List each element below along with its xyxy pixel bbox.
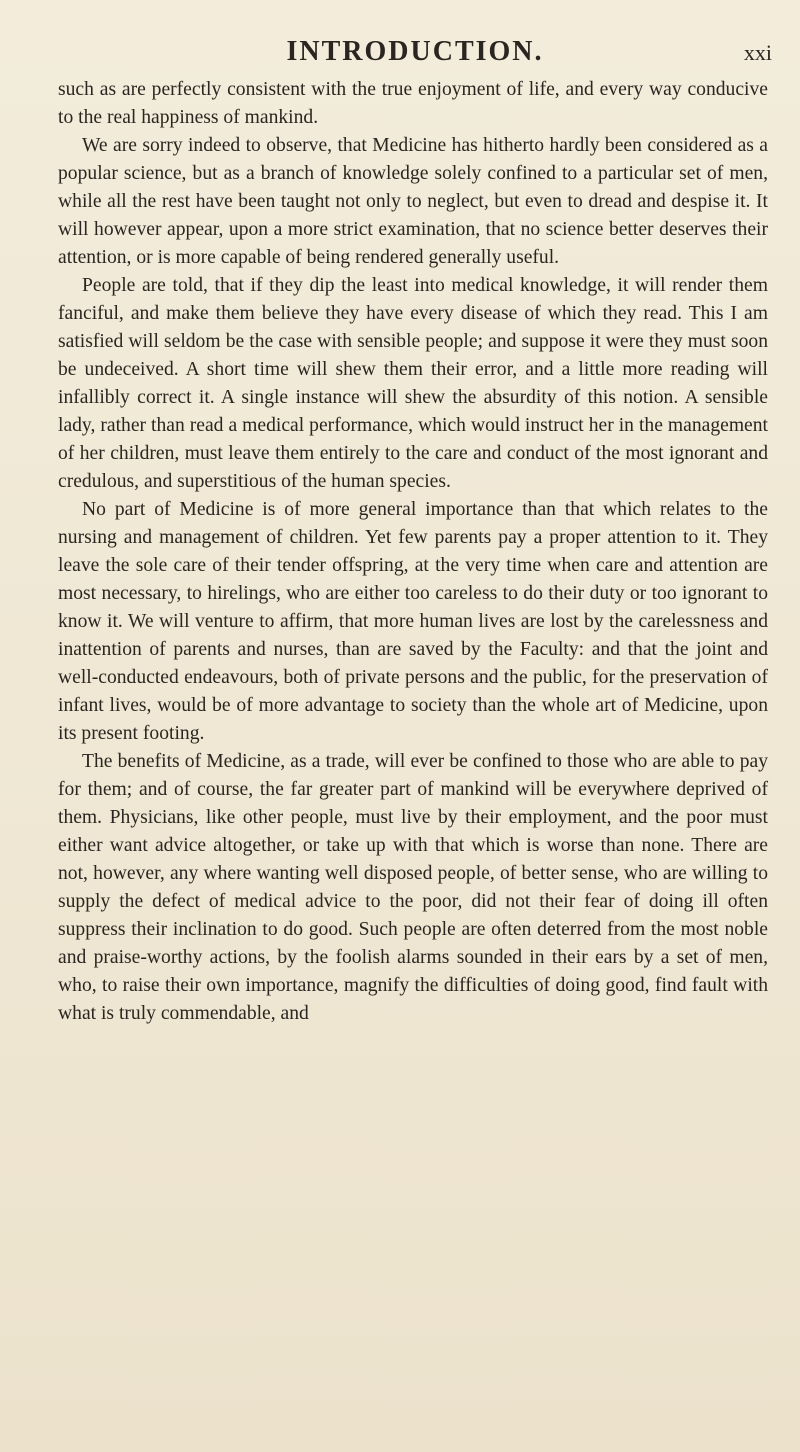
paragraph-1: such as are perfectly consistent with the true enjoyment of life, and every way conducive to the real happiness of mankind. — [58, 79, 768, 128]
paragraph-2: We are sorry indeed to observe, that Medicine has hitherto hardly been considered as a popular science, but as a branch of knowledge solely confined to a particular set of men, while all the rest have been taught not only to neglect, but even to dread and despise it. It will however appear, upon a more strict examination, that no science better deserves their attention, or is more capable of being rendered generally useful. — [58, 135, 768, 268]
paragraph-3: People are told, that if they dip the least into medical knowledge, it will render them fanciful, and make them believe they have every disease of which they read. This I am satisfied will seldom be the case with sensible people; and suppose it were they must soon be undeceived. A short time will shew them their error, and a little more reading will infallibly correct it. A single instance will shew the absurdity of this notion. A sensible lady, rather than read a medical performance, which would instruct her in the management of her children, must leave them entirely to the care and conduct of the most ignorant and credulous, and superstitious of the human species. — [58, 275, 768, 492]
running-title: INTRODUCTION. — [286, 36, 544, 67]
body-text — [58, 76, 768, 1028]
paragraph-4: No part of Medicine is of more general importance than that which relates to the nursing and management of children. Yet few parents pay a proper attention to it. They leave the sole care of their tender offspring, at the very time when care and attention are most necessary, to hirelings, who are either too careless to do their duty or too ignorant to know it. We will venture to affirm, that more human lives are lost by the carelessness and inattention of parents and nurses, than are saved by the Faculty: and that the joint and well-conducted endeavours, both of private persons and the public, for the preservation of infant lives, would be of more advantage to society than the whole art of Medicine, upon its present footing. — [58, 499, 768, 744]
page-number: xxi — [743, 40, 772, 65]
paragraph-5: The benefits of Medicine, as a trade, will ever be confined to those who are able to pay for them; and of course, the far greater part of mankind will be everywhere deprived of them. Physicians, like other people, must live by their employment, and the poor must either want advice altogether, or take up with that which is worse than none. There are not, however, any where wanting well disposed people, of better sense, who are willing to supply the defect of medical advice to the poor, did not their fear of doing ill often suppress their inclination to do good. Such people are often deterred from the most noble and praise-worthy actions, by the foolish alarms sounded in their ears by a set of men, who, to raise their own importance, magnify the difficulties of doing good, find fault with what is truly commendable, and — [58, 751, 768, 1024]
running-head — [58, 36, 772, 76]
